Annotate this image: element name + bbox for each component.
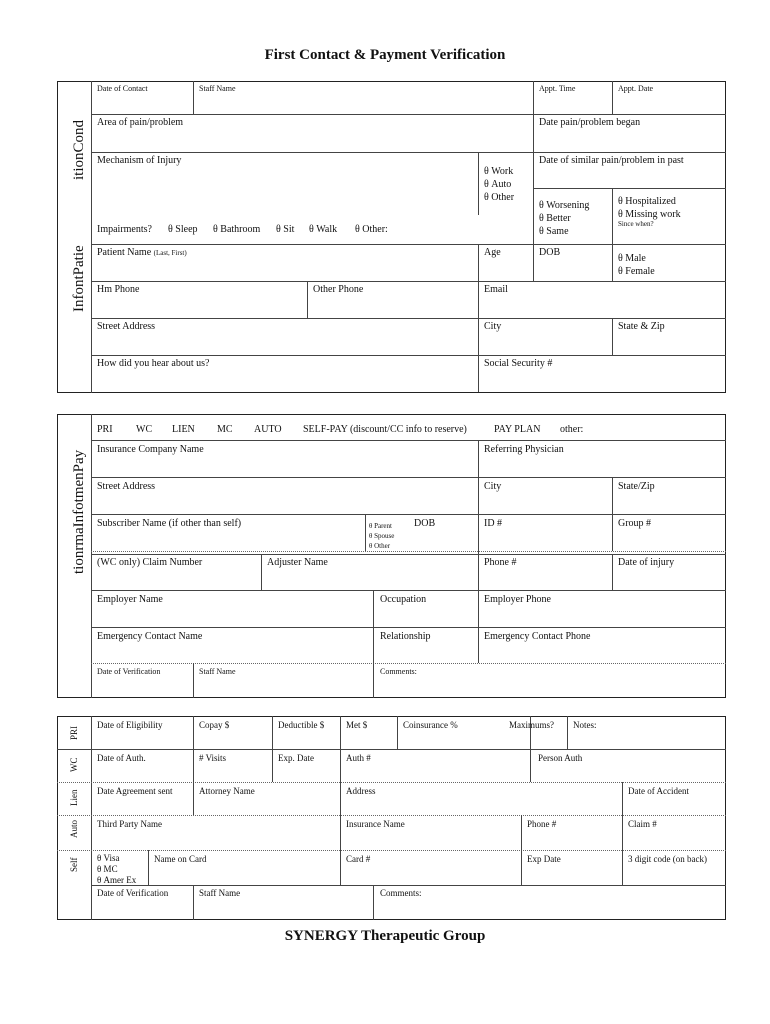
row-label-auto: Auto xyxy=(69,820,79,838)
label-date-of-contact: Date of Contact xyxy=(97,84,148,93)
label-person-auth: Person Auth xyxy=(538,753,583,763)
option-male[interactable]: θ Male xyxy=(618,253,646,264)
label-ins-city: City xyxy=(484,481,502,492)
label-verif-staff-2: Staff Name xyxy=(199,888,241,898)
label-mechanism-of-injury: Mechanism of Injury xyxy=(97,155,182,166)
side-label-payment-info: tionrmaInfotmenPay xyxy=(71,449,87,574)
label-address: Address xyxy=(346,786,376,796)
label-copay: Copay $ xyxy=(199,720,230,730)
option-imp-other[interactable]: θ Other: xyxy=(355,224,388,235)
label-notes: Notes: xyxy=(573,720,597,730)
label-date-similar-pain: Date of similar pain/problem in past xyxy=(539,155,684,166)
option-worsening[interactable]: θ Worsening xyxy=(539,200,590,211)
label-date-of-eligibility: Date of Eligibility xyxy=(97,720,163,730)
side-label-condition: itionCond xyxy=(71,119,87,180)
row-label-self: Self xyxy=(69,857,79,872)
label-hear-about-us: How did you hear about us? xyxy=(97,358,210,369)
label-phone: Phone # xyxy=(484,557,517,568)
label-social-security: Social Security # xyxy=(484,358,553,369)
label-card-number: Card # xyxy=(346,854,371,864)
option-auto[interactable]: θ Auto xyxy=(484,179,512,190)
option-wc[interactable]: WC xyxy=(136,424,153,435)
label-street-address: Street Address xyxy=(97,321,156,332)
label-relationship: Relationship xyxy=(380,631,431,642)
label-hm-phone: Hm Phone xyxy=(97,284,140,295)
label-ins-street: Street Address xyxy=(97,481,156,492)
label-verif-staff: Staff Name xyxy=(199,667,236,676)
label-occupation: Occupation xyxy=(380,594,427,605)
option-self-pay[interactable]: SELF-PAY (discount/CC info to reserve) xyxy=(303,424,467,435)
option-bathroom[interactable]: θ Bathroom xyxy=(213,224,261,235)
label-date-of-injury: Date of injury xyxy=(618,557,675,568)
label-id: ID # xyxy=(484,518,503,529)
row-label-lien: Lien xyxy=(69,789,79,806)
label-insurance-name: Insurance Name xyxy=(346,819,405,829)
label-coinsurance: Coinsurance % xyxy=(403,720,458,730)
label-emergency-phone: Emergency Contact Phone xyxy=(484,631,591,642)
label-since-when: Since when? xyxy=(618,220,654,228)
option-pay-other[interactable]: other: xyxy=(560,424,584,435)
option-visa[interactable]: θ Visa xyxy=(97,853,120,863)
label-met: Met $ xyxy=(346,720,368,730)
label-visits: # Visits xyxy=(199,753,227,763)
option-spouse[interactable]: θ Spouse xyxy=(369,532,395,540)
option-mc-card[interactable]: θ MC xyxy=(97,864,118,874)
label-comments-2: Comments: xyxy=(380,888,422,898)
option-parent[interactable]: θ Parent xyxy=(369,522,392,530)
label-city: City xyxy=(484,321,502,332)
option-other[interactable]: θ Other xyxy=(484,192,515,203)
label-auto-phone: Phone # xyxy=(527,819,557,829)
label-area-of-pain: Area of pain/problem xyxy=(97,117,184,128)
label-age: Age xyxy=(484,247,501,258)
option-pri[interactable]: PRI xyxy=(97,424,113,435)
option-hospitalized[interactable]: θ Hospitalized xyxy=(618,196,676,207)
label-state-zip: State & Zip xyxy=(618,321,665,332)
label-sub-dob: DOB xyxy=(414,518,436,529)
label-date-of-auth: Date of Auth. xyxy=(97,753,146,763)
page-title: First Contact & Payment Verification xyxy=(264,47,506,63)
label-ins-state-zip: State/Zip xyxy=(618,481,655,492)
label-name-on-card: Name on Card xyxy=(154,854,207,864)
option-walk[interactable]: θ Walk xyxy=(309,224,338,235)
option-auto-pay[interactable]: AUTO xyxy=(254,424,282,435)
option-missing-work[interactable]: θ Missing work xyxy=(618,209,681,220)
label-email: Email xyxy=(484,284,508,295)
label-date-agreement-sent: Date Agreement sent xyxy=(97,786,173,796)
option-same[interactable]: θ Same xyxy=(539,226,569,237)
label-adjuster-name: Adjuster Name xyxy=(267,557,328,568)
option-mc[interactable]: MC xyxy=(217,424,233,435)
label-group: Group # xyxy=(618,518,652,529)
option-sleep[interactable]: θ Sleep xyxy=(168,224,198,235)
footer-company-name: SYNERGY Therapeutic Group xyxy=(284,928,486,944)
option-pay-plan[interactable]: PAY PLAN xyxy=(494,424,541,435)
label-impairments: Impairments? xyxy=(97,224,152,235)
label-date-of-verification: Date of Verification xyxy=(97,667,161,676)
row-label-pri: PRI xyxy=(69,725,79,740)
label-appt-date: Appt. Date xyxy=(618,84,654,93)
label-maximums: Maximums? xyxy=(509,720,554,730)
label-referring-physician: Referring Physician xyxy=(484,444,564,455)
label-emergency-contact: Emergency Contact Name xyxy=(97,631,203,642)
label-subscriber-name: Subscriber Name (if other than self) xyxy=(97,518,242,529)
label-staff-name: Staff Name xyxy=(199,84,236,93)
option-work[interactable]: θ Work xyxy=(484,166,514,177)
label-card-exp-date: Exp Date xyxy=(527,854,561,864)
label-dob: DOB xyxy=(539,247,561,258)
label-employer-name: Employer Name xyxy=(97,594,163,605)
label-third-party-name: Third Party Name xyxy=(97,819,162,829)
label-employer-phone: Employer Phone xyxy=(484,594,551,605)
label-insurance-company: Insurance Company Name xyxy=(97,444,204,455)
label-comments: Comments: xyxy=(380,667,417,676)
row-label-wc: WC xyxy=(69,757,79,772)
label-attorney-name: Attorney Name xyxy=(199,786,255,796)
option-sub-other[interactable]: θ Other xyxy=(369,542,391,550)
label-card-code: 3 digit code (on back) xyxy=(628,854,707,864)
option-amex[interactable]: θ Amer Ex xyxy=(97,875,137,885)
side-label-patient-info: InfontPatie xyxy=(71,245,87,312)
label-claim-number: (WC only) Claim Number xyxy=(97,557,203,568)
label-appt-time: Appt. Time xyxy=(539,84,576,93)
section-payment-info xyxy=(57,414,726,698)
label-auth-number: Auth # xyxy=(346,753,371,763)
label-exp-date: Exp. Date xyxy=(278,753,314,763)
label-patient-name: Patient Name (Last, First) xyxy=(97,247,187,258)
option-better[interactable]: θ Better xyxy=(539,213,571,224)
label-deductible: Deductible $ xyxy=(278,720,325,730)
label-date-of-verification-2: Date of Verification xyxy=(97,888,169,898)
label-other-phone: Other Phone xyxy=(313,284,364,295)
option-lien[interactable]: LIEN xyxy=(172,424,195,435)
option-sit[interactable]: θ Sit xyxy=(276,224,295,235)
label-date-of-accident: Date of Accident xyxy=(628,786,689,796)
label-date-pain-began: Date pain/problem began xyxy=(539,117,641,128)
option-female[interactable]: θ Female xyxy=(618,266,655,277)
label-claim-number-auto: Claim # xyxy=(628,819,657,829)
